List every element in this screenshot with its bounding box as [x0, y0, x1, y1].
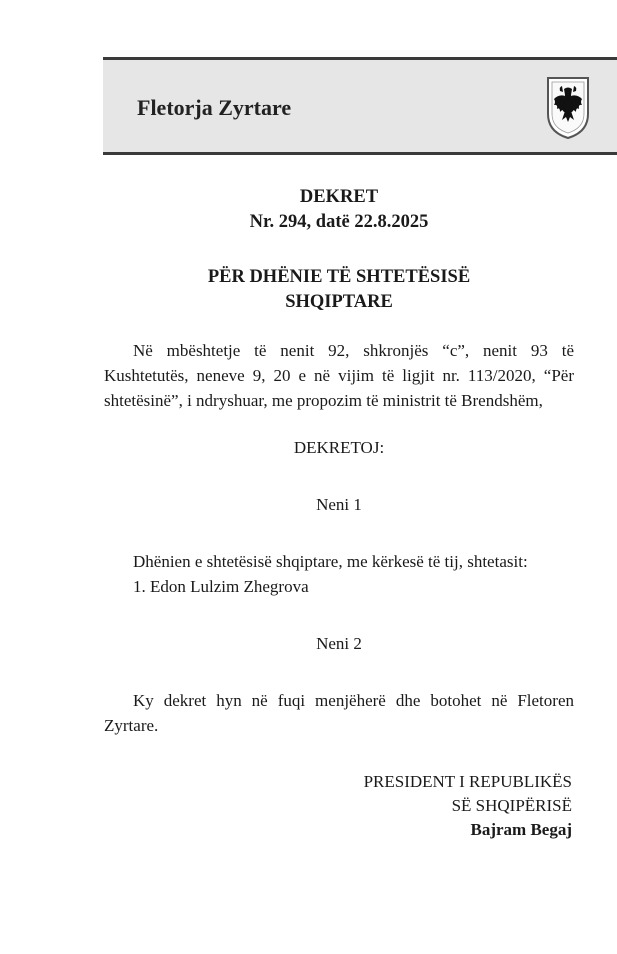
- gazette-header: [103, 57, 617, 155]
- decree-subject-line1: PËR DHËNIE TË SHTETËSISË: [207, 267, 471, 287]
- decree-number: Nr. 294, datë 22.8.2025: [249, 212, 429, 232]
- signature-block: [104, 770, 574, 842]
- decree-subject: [104, 265, 574, 315]
- list-item: 1. Edon Lulzim Zhegrova: [133, 577, 309, 596]
- decree-subject-line2: SHQIPTARE: [285, 292, 393, 312]
- signatory-name: Bajram Begaj: [470, 820, 572, 839]
- albanian-eagle-icon: [544, 74, 592, 140]
- article1-text: Dhënien e shtetësisë shqiptare, me kërkesë të tij, shtetasit:: [133, 552, 528, 571]
- signature-title-line1: PRESIDENT I REPUBLIKËS: [363, 772, 572, 791]
- decree-title: DEKRET: [299, 187, 379, 207]
- decree-preamble: Në mbështetje të nenit 92, shkronjës “c”, nenit 93 të Kushtetutës, neneve 9, 20 e në vijim të ligjit nr. 113/2020, “Për shtetësinë”, i ndryshuar, me propozim të ministrit të Brendshëm,: [104, 341, 574, 410]
- article1-heading: Neni 1: [316, 495, 362, 514]
- gazette-title: Fletorja Zyrtare: [137, 95, 292, 120]
- article2-text: Ky dekret hyn në fuqi menjëherë dhe botohet në Fletoren Zyrtare.: [104, 691, 574, 735]
- article2-heading: Neni 2: [316, 634, 362, 653]
- decrees-heading: DEKRETOJ:: [293, 438, 385, 457]
- signature-title-line2: SË SHQIPËRISË: [451, 796, 572, 815]
- decree-body: [104, 185, 574, 842]
